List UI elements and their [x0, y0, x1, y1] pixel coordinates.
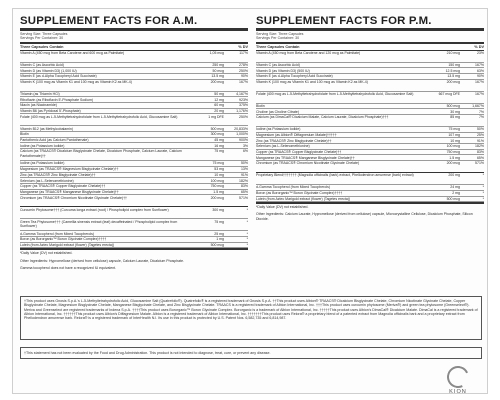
nutrient-amount: 500 mcg	[446, 103, 460, 108]
nutrient-dv: 25%	[476, 133, 484, 138]
nutrient-amount: 1 mg DFE	[208, 114, 224, 119]
am-nutrient-row	[20, 207, 248, 219]
nutrient-name: Manganese (as TRAACS® Manganese Bisglycinate Chelate)††	[256, 155, 355, 160]
pm-nutrient-rows	[256, 51, 484, 203]
nutrient-amount: 500 mcg	[210, 242, 224, 247]
kion-logo	[441, 366, 475, 400]
nutrient-amount: 13.5 mg	[447, 74, 460, 79]
nutrient-name: Lutein (from Aztec Marigold extract (flower) (Tagetes erecta))	[256, 196, 351, 201]
nutrient-name: Vitamin E (as d-Alpha Tocopheryl Acid Succinate)	[20, 74, 97, 79]
pm-nutrient-row	[256, 80, 484, 92]
kion-ring-icon	[444, 363, 472, 391]
nutrient-name: Selenium (as L-Selenomethionine)	[20, 178, 74, 183]
nutrient-name: Iodine (as Potassium Iodide)	[256, 127, 301, 132]
nutrient-dv: 4,167%	[236, 91, 248, 96]
nutrient-amount: 50 mg	[214, 91, 224, 96]
am-nutrient-row	[20, 149, 248, 161]
nutrient-name: Boron (as Bororganic™ Boron Glycinate Complex)††††	[256, 191, 343, 196]
pm-supplement-facts	[256, 15, 484, 221]
nutrient-name: Magnesium (as Albion® Diffagnesium Malate)†††††	[256, 133, 337, 138]
am-header-contain: Three Capsules Contain	[20, 44, 64, 49]
nutrient-name: Vitamin D (as Vitamin D3) (1,000 IU)	[20, 68, 77, 73]
pm-nutrient-row	[256, 92, 484, 104]
nutrient-dv: 375%	[239, 103, 248, 108]
trademark-disclosures: †This product uses Gnosis S.p.A.'s L-5-Methyltetrahydrofolic Acid, Glucosamine Salt (Quatrefolic®). Quatrefolic® is a registered trademark of Gnosis S.p.A. ††This product uses Albion® TRAACS® Dicalcium Bisglycinate Chelate, Chromium Nicotinate Glycinate Chelate, Copper Bisglycinate Chelate, Magnesium Bisglycinate Chelate, Manganese Bisglycinate Chelate, and Zinc Bisglycinate Chelate. TRAACS is a registered trademark of Albion International, Inc. †††This product uses curcumin phytosome (Meriva®) and green tea phytosome (Greenselect®). Meriva and Greenselect are registered trademarks of Indena S.p.A. ††††This product uses Bororganic™ Boron Glycinate Complex. Bororganic is a trademark of Albion International, Inc. †††††This product uses Albion's DimaCal® Dicalcium Malate. DimaCal is a registered trademark of Albion International, Inc. ††††††This product uses Albion's Diffagnesium Malate. Albion is a registered trademark of Albion International, Inc. †††††††This product uses Relora® a proprietary blend of a patented extract from Magnolia officinalis bark and a proprietary extract from Phellodendron amurense bark. Relora® is a registered trademark of InterHealth N.I. Its use in this product is protected by U.S. Patent Nos. 6,582,735 and 6,814,987.	[20, 296, 482, 340]
fda-disclaimer: †This statement has not been evaluated by the Food and Drug Administration. This product is not intended to diagnose, treat, cure, or prevent any disease.	[20, 347, 482, 359]
nutrient-dv: 278%	[239, 62, 248, 67]
nutrient-name: Manganese (as TRAACS® Manganese Bisglycinate Chelate)††	[20, 189, 119, 194]
kion-wordmark: KION	[449, 389, 467, 395]
pm-nutrient-row	[256, 161, 484, 173]
am-gamma-note: Gamma tocopherol does not have a recognized IU equivalent.	[20, 265, 117, 270]
nutrient-dv: 571%	[475, 161, 484, 166]
nutrient-amount: 12.5 mcg	[445, 68, 460, 73]
nutrient-dv: 167%	[475, 79, 484, 84]
nutrient-name: Magnesium (as TRAACS® Magnesium Bisglycinate Chelate)††	[20, 167, 119, 172]
am-supplement-facts	[20, 15, 248, 270]
am-servings-per-container: Servings Per Container: 30	[20, 36, 64, 41]
nutrient-amount: 500 mcg	[446, 196, 460, 201]
nutrient-dv: *	[246, 207, 248, 212]
nutrient-amount: 13.5 mg	[211, 74, 224, 79]
pm-header-contain: Three Capsules Contain	[256, 44, 300, 49]
am-nutrient-rows	[20, 51, 248, 249]
nutrient-dv: 571%	[239, 195, 248, 200]
nutrient-name: Boron (as Bororganic™ Boron Glycinate Complex)††††	[20, 237, 107, 242]
nutrient-name: Vitamin K (100 mcg as Vitamin K1 and 100 mcg as Vitamin K2 as MK-4)	[256, 79, 368, 84]
nutrient-dv: 167%	[475, 91, 484, 96]
nutrient-amount: 50 mcg	[212, 68, 224, 73]
nutrient-amount: 300 mcg	[210, 132, 224, 137]
nutrient-name: d-Gamma Tocopherol (from Mixed Tocopherols)	[20, 231, 94, 236]
nutrient-name: Pantothenic Acid (as Calcium Pantothenate)	[20, 138, 89, 143]
nutrient-amount: 75 mg	[214, 219, 224, 224]
nutrient-amount: 750 mcg	[210, 184, 224, 189]
nutrient-amount: 85 mg	[450, 115, 460, 120]
am-nutrient-row	[20, 80, 248, 92]
nutrient-dv: 182%	[475, 144, 484, 149]
nutrient-amount: 10 mg	[450, 138, 460, 143]
nutrient-dv: 91%	[476, 138, 484, 143]
nutrient-amount: 75 mcg	[212, 161, 224, 166]
nutrient-dv: 1,667%	[472, 103, 484, 108]
nutrient-name: Folate (400 mcg as L-5-Methyltetrahydrofolate from L-5-Methyltetrahydrofolic Acid, Glucosamine Salt)	[20, 114, 178, 119]
nutrient-name: d-Gamma Tocopherol (from Mixed Tocopherols)	[256, 185, 330, 190]
nutrient-dv: 50%	[476, 127, 484, 132]
nutrient-amount: 16 mg	[214, 143, 224, 148]
nutrient-dv: *	[246, 242, 248, 247]
nutrient-amount: 150 mg	[448, 62, 460, 67]
pm-serving-size: Serving Size: Three Capsules	[256, 32, 304, 36]
nutrient-name: Copper (as TRAACS® Copper Bisglycinate Chelate)††	[20, 184, 106, 189]
nutrient-name: Iodine (as Potassium Iodide)	[20, 143, 65, 148]
nutrient-name: Chromium (as TRAACS® Chromium Nicotinate Glycinate Chelate)††	[20, 195, 127, 200]
am-serving-size: Serving Size: Three Capsules	[20, 32, 68, 36]
nutrient-name: Lutein (from Aztec Marigold extract (flower) (Tagetes erecta))	[20, 242, 115, 247]
nutrient-dv: 50%	[240, 161, 248, 166]
nutrient-name: Iodine (as Potassium Iodide)	[20, 161, 65, 166]
nutrient-amount: 1,05 mcg	[209, 50, 224, 55]
am-header-dv: % DV	[238, 44, 248, 49]
nutrient-name: Vitamin E (as d-Alpha Tocopheryl Acid Succinate)	[256, 74, 333, 79]
nutrient-amount: 60 mg	[214, 103, 224, 108]
nutrient-name: Green Tea Phytosome††† (Camellia sinensis extract (leaf) decaffeinated / Phospholipid complex from Sunflower)	[20, 219, 178, 228]
nutrient-name: Thiamin (as Thiamin HCl)	[20, 91, 60, 96]
nutrient-dv: 250%	[239, 114, 248, 119]
pm-footnote: *Daily Value (DV) not established.	[256, 202, 484, 209]
nutrient-dv: 182%	[239, 178, 248, 183]
nutrient-amount: 1.5 mg	[449, 155, 460, 160]
nutrient-name: Vitamin B6 (as Pyridoxal 5'-Phosphate)	[20, 109, 81, 114]
nutrient-amount: 667 mcg DFE	[438, 91, 460, 96]
supplement-panels	[20, 15, 482, 290]
nutrient-dv: *	[246, 219, 248, 224]
nutrient-amount: 200 mcg	[210, 79, 224, 84]
nutrient-amount: 24 mg	[450, 185, 460, 190]
am-footnote: *Daily Value (DV) not established.	[20, 248, 248, 255]
pm-servings-per-container: Servings Per Container: 30	[256, 36, 300, 41]
nutrient-name: Copper (as TRAACS® Copper Bisglycinate Chelate)††	[256, 150, 342, 155]
nutrient-amount: 20 mg	[214, 109, 224, 114]
nutrient-amount: 53 mg	[214, 167, 224, 172]
am-nutrient-row	[20, 114, 248, 126]
nutrient-amount: 25 mg	[214, 231, 224, 236]
nutrient-amount: 200 mcg	[210, 195, 224, 200]
nutrient-amount: 2 mg	[452, 191, 460, 196]
nutrient-dv: 3%	[242, 143, 248, 148]
am-nutrient-row	[20, 219, 248, 231]
pm-header-dv: % DV	[474, 44, 484, 49]
nutrient-name: Zinc (as TRAACS® Zinc Bisglycinate Chelate)††	[256, 138, 332, 143]
nutrient-amount: 210 mcg	[446, 50, 460, 55]
nutrient-dv: 65%	[476, 155, 484, 160]
nutrient-dv: *	[482, 173, 484, 178]
am-nutrient-row	[20, 195, 248, 207]
nutrient-name: Chromium (as TRAACS® Chromium Nicotinate Glycinate Chelate)	[256, 161, 360, 166]
nutrient-name: Selenium (as L-Selenomethionine)	[256, 144, 310, 149]
nutrient-amount: 75 mg	[214, 149, 224, 154]
am-title: SUPPLEMENT FACTS FOR A.M.	[20, 15, 248, 31]
nutrient-dv: 1,176%	[236, 109, 248, 114]
nutrient-amount: 10 mg	[214, 172, 224, 177]
nutrient-amount: 1.5 mg	[213, 189, 224, 194]
nutrient-amount: 30 mg	[450, 109, 460, 114]
nutrient-name: Niacin (as Niacinamide)	[20, 103, 57, 108]
nutrient-amount: 100 mcg	[446, 144, 460, 149]
nutrient-amount: 12 mg	[214, 97, 224, 102]
pm-nutrient-row	[256, 115, 484, 127]
nutrient-dv: *	[482, 185, 484, 190]
nutrient-name: Vitamin A (450 mcg from Beta Carotene and 600 mcg as Palmitate)	[20, 50, 125, 55]
pm-table-header	[256, 42, 484, 51]
nutrient-amount: 300 mg	[212, 207, 224, 212]
nutrient-dv: 923%	[239, 97, 248, 102]
nutrient-dv: *	[482, 191, 484, 196]
nutrient-dv: 1,000%	[236, 132, 248, 137]
nutrient-dv: 63%	[476, 68, 484, 73]
nutrient-amount: 107 mg	[448, 133, 460, 138]
am-other-ingredients: Other Ingredients: Hypromellose (derived from cellulose) capsule, Calcium Laurate, Dicalcium Phosphate.	[20, 258, 184, 263]
nutrient-name: Vitamin B12 (as Methylcobalamin)	[20, 126, 74, 131]
nutrient-dv: 83%	[476, 150, 484, 155]
nutrient-dv: 167%	[239, 79, 248, 84]
nutrient-dv: 7%	[478, 109, 484, 114]
pm-nutrient-row	[256, 51, 484, 63]
nutrient-dv: 117%	[239, 50, 248, 55]
nutrient-dv: *	[246, 231, 248, 236]
nutrient-dv: 91%	[240, 172, 248, 177]
nutrient-amount: 750 mcg	[446, 150, 460, 155]
nutrient-name: Calcium (as TRAACS® Dicalcium Bisglycinate Chelate, Dicalcium Phosphate, Calcium Laurate, Calcium Pantothenate)††	[20, 149, 182, 158]
nutrient-amount: 200 mg	[448, 173, 460, 178]
am-table-header	[20, 42, 248, 51]
pm-serving-info	[256, 31, 484, 41]
nutrient-amount: 250 mg	[212, 62, 224, 67]
nutrient-name: Vitamin K (100 mcg as Vitamin K1 and 100 mcg as Vitamin K2 as MK-4)	[20, 79, 132, 84]
nutrient-name: Vitamin D (as Vitamin D3) (500 IU)	[256, 68, 310, 73]
nutrient-dv: 90%	[240, 74, 248, 79]
nutrient-amount: 200 mcg	[446, 79, 460, 84]
nutrient-dv: 65%	[240, 189, 248, 194]
nutrient-amount: 75 mcg	[448, 127, 460, 132]
nutrient-dv: 23%	[476, 50, 484, 55]
nutrient-name: Proprietary Blend††††††† (Magnolia officinalis (bark) extract, Phellodendron amurense (bark) extract)	[256, 173, 414, 178]
nutrient-amount: 45 mg	[214, 138, 224, 143]
nutrient-name: Curcumin Phytosome††† (Curcuma longa extract (root) / Phospholipid complex from Sunflower)	[20, 207, 169, 212]
nutrient-name: Biotin	[20, 132, 29, 137]
pm-other-ingredients: Other Ingredients: Calcium Laurate, Hypromellose (derived from cellulose) capsule, Microcrystalline Cellulose, Dicalcium Phosphate, Silicon Dioxide.	[256, 212, 473, 221]
nutrient-dv: 83%	[240, 184, 248, 189]
nutrient-dv: 6%	[242, 149, 248, 154]
nutrient-dv: 250%	[239, 68, 248, 73]
label-sheet	[12, 8, 488, 394]
am-nutrient-row	[20, 51, 248, 63]
nutrient-name: Biotin	[256, 103, 265, 108]
nutrient-dv: *	[246, 237, 248, 242]
nutrient-dv: 167%	[475, 62, 484, 67]
nutrient-name: Folate (400 mcg as L-5-Methyltetrahydrofolate from L-5-Methyltetrahydrofolic Acid, Glucosamine Salt)	[256, 91, 414, 96]
nutrient-name: Zinc (as TRAACS® Zinc Bisglycinate Chelate)††	[20, 172, 96, 177]
nutrient-name: Calcium (as DimaCal® Dicalcium Malate, Calcium Laurate, Dicalcium Phosphate)†††	[256, 115, 389, 120]
nutrient-dv: 13%	[240, 167, 248, 172]
nutrient-amount: 100 mcg	[210, 178, 224, 183]
nutrient-name: Riboflavin (as Riboflavin 5'-Phosphate Sodium)	[20, 97, 94, 102]
nutrient-dv: 900%	[239, 138, 248, 143]
nutrient-dv: 90%	[476, 74, 484, 79]
nutrient-dv: *	[482, 196, 484, 201]
nutrient-name: Vitamin A (450 mcg from Beta Carotene and 120 mcg as Palmitate)	[256, 50, 361, 55]
pm-nutrient-row	[256, 173, 484, 185]
pm-title: SUPPLEMENT FACTS FOR P.M.	[256, 15, 484, 31]
nutrient-name: Vitamin C (as Ascorbic Acid)	[256, 62, 300, 67]
nutrient-amount: 1 mg	[216, 237, 224, 242]
nutrient-name: Vitamin C (as Ascorbic Acid)	[20, 62, 64, 67]
am-serving-info	[20, 31, 248, 41]
nutrient-amount: 500 mcg	[210, 126, 224, 131]
nutrient-dv: 7%	[478, 115, 484, 120]
nutrient-name: Choline (as Choline Citrate)	[256, 109, 299, 114]
nutrient-amount: 200 mcg	[446, 161, 460, 166]
nutrient-dv: 20,833%	[234, 126, 248, 131]
